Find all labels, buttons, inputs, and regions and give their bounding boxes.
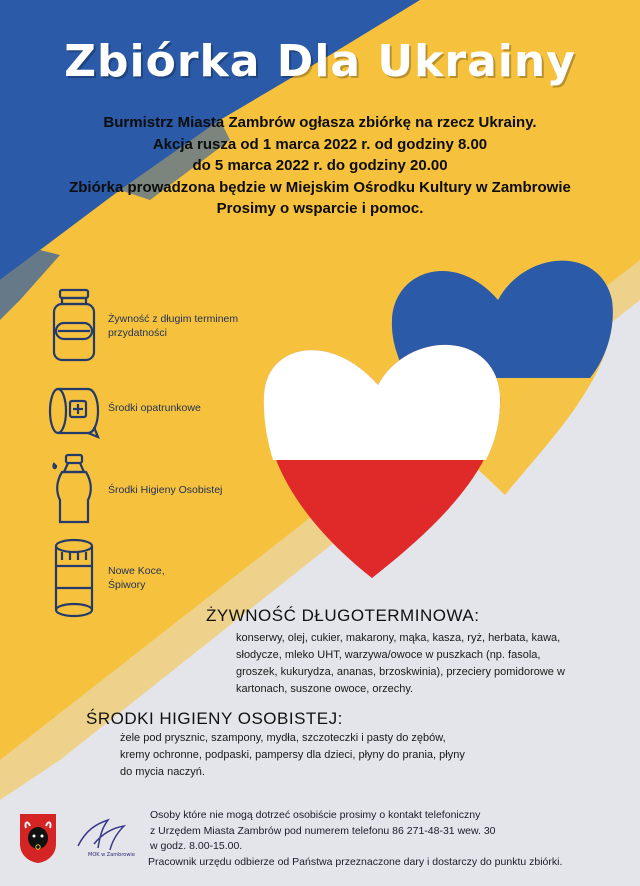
food-list [236, 630, 616, 698]
category-label: Środki opatrunkowe [108, 402, 201, 414]
footer-contact-text [150, 808, 620, 870]
hygiene-heading: ŚRODKI HIGIENY OSOBISTEJ: [86, 709, 343, 728]
food-list-line: konserwy, olej, cukier, makarony, mąka, kasza, ryż, herbata, kawa, [236, 632, 561, 644]
footer-line: Pracownik urzędu odbierze od Państwa przeznaczone dary i dostarczy do punktu zbiórki. [148, 855, 563, 868]
announcement-line: Zbiórka prowadzona będzie w Miejskim Ośrodku Kultury w Zambrowie [69, 178, 571, 196]
hygiene-list-line: do mycia naczyń. [120, 766, 205, 778]
category-label: Środki Higieny Osobistej [108, 484, 223, 496]
announcement-line: do 5 marca 2022 r. do godziny 20.00 [192, 157, 448, 174]
category-label: Żywność z długim terminem przydatności [108, 313, 239, 339]
food-list-line: kartonach, suszone owoce, orzechy. [236, 683, 414, 695]
category-label: Nowe Koce, Śpiwory [108, 565, 165, 591]
announcement-text [30, 112, 610, 220]
mok-logo-text: MOK w Zambrowie [88, 852, 135, 858]
footer-line: w godz. 8.00-15.00. [150, 840, 243, 852]
announcement-line: Burmistrz Miasta Zambrów ogłasza zbiórkę na rzecz Ukrainy. [103, 114, 537, 131]
announcement-line: Akcja rusza od 1 marca 2022 r. od godziny 8.00 [152, 135, 488, 153]
hygiene-list [120, 730, 520, 781]
food-heading: ŻYWNOŚĆ DŁUGOTERMINOWA: [206, 606, 480, 625]
footer-line: z Urzędem Miasta Zambrów pod numerem telefonu 86 271-48-31 wew. 30 [150, 824, 496, 837]
hygiene-list-line: kremy ochronne, podpaski, pampersy dla dzieci, płyny do prania, płyny [120, 749, 465, 761]
category-blankets [46, 538, 168, 618]
zambrow-crest-logo [18, 812, 58, 864]
announcement-line: Prosimy o wsparcie i pomoc. [216, 200, 424, 217]
category-dressings [46, 368, 201, 448]
blanket-roll-icon [46, 538, 102, 618]
hygiene-list-line: żele pod prysznic, szampony, mydła, szczoteczki i pasty do zębów, [120, 732, 446, 744]
footer-line: Osoby które nie mogą dotrzeć osobiście prosimy o kontakt telefoniczny [150, 809, 481, 821]
jar-icon [46, 286, 102, 366]
category-food [46, 286, 240, 366]
page-title: Zbiórka Dla Ukrainy [64, 36, 576, 87]
soap-bottle-icon [46, 450, 102, 530]
food-list-line: słodycze, mleko UHT, warzywa/owoce w puszkach (np. fasola, [236, 649, 541, 661]
category-hygiene [46, 450, 222, 530]
food-list-line: groszek, kukurydza, ananas, brzoskwinia), przeciery pomidorowe w [236, 666, 565, 678]
bandage-icon [46, 368, 102, 448]
